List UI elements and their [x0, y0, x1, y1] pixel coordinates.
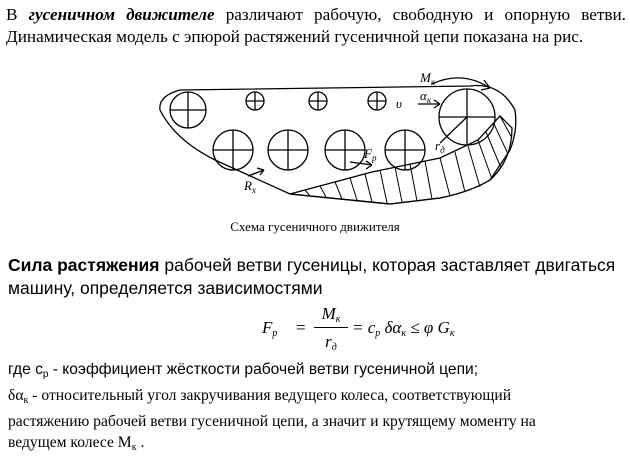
intro-rest: различают рабочую, свободную и опорную ветви. Динамическая модель с эпюрой растяжений гусеничной цепи показана на рис. [6, 5, 626, 46]
label-rd: $r_д$ [435, 138, 445, 155]
label-mk: $M_к$ [420, 70, 436, 87]
tension-epure [290, 116, 512, 204]
definitions [8, 359, 626, 458]
formula-tail: = $c_р$ $\delta\alpha_к \le \varphi$ $G_к$ [352, 318, 455, 339]
definition-line4: ведущем колесе $M_к$ . [8, 434, 145, 453]
formula-numerator: $M_к$ [321, 304, 341, 325]
resistance-arrow [248, 168, 264, 176]
figure-caption: Схема гусеничного движителя [230, 219, 400, 234]
intro-term: гусеничном движителе [28, 5, 215, 24]
formula-lhs: $F_р$ [262, 318, 278, 339]
label-fp: $F_р$ [364, 146, 377, 163]
intro-prefix: В [6, 5, 29, 24]
label-rx: $R_x$ [244, 178, 256, 195]
heading-term: Сила растяжения [8, 255, 160, 275]
label-v: υ [396, 96, 402, 111]
label-ak: $\alpha_к$ [420, 88, 432, 105]
fraction-bar [314, 327, 348, 328]
formula-eq: = [296, 318, 306, 337]
tension-formula [262, 300, 462, 356]
tension-heading [8, 254, 624, 300]
definition-dak: $\delta\alpha_к$ - относительный угол закручивания ведущего колеса, соответствующий [8, 387, 512, 406]
definition-cp: где $c_р$ - коэффициент жёсткости рабочей ветви гусеничной цепи; [8, 361, 479, 380]
formula-denominator: $r_д$ [325, 332, 337, 353]
heading-rest: рабочей ветви гусеницы, которая заставляет двигаться машину, определяется зависимостями [8, 255, 616, 298]
definition-line3: растяжению рабочей ветви гусеничной цепи, а значит и крутящему моменту на [8, 413, 536, 430]
